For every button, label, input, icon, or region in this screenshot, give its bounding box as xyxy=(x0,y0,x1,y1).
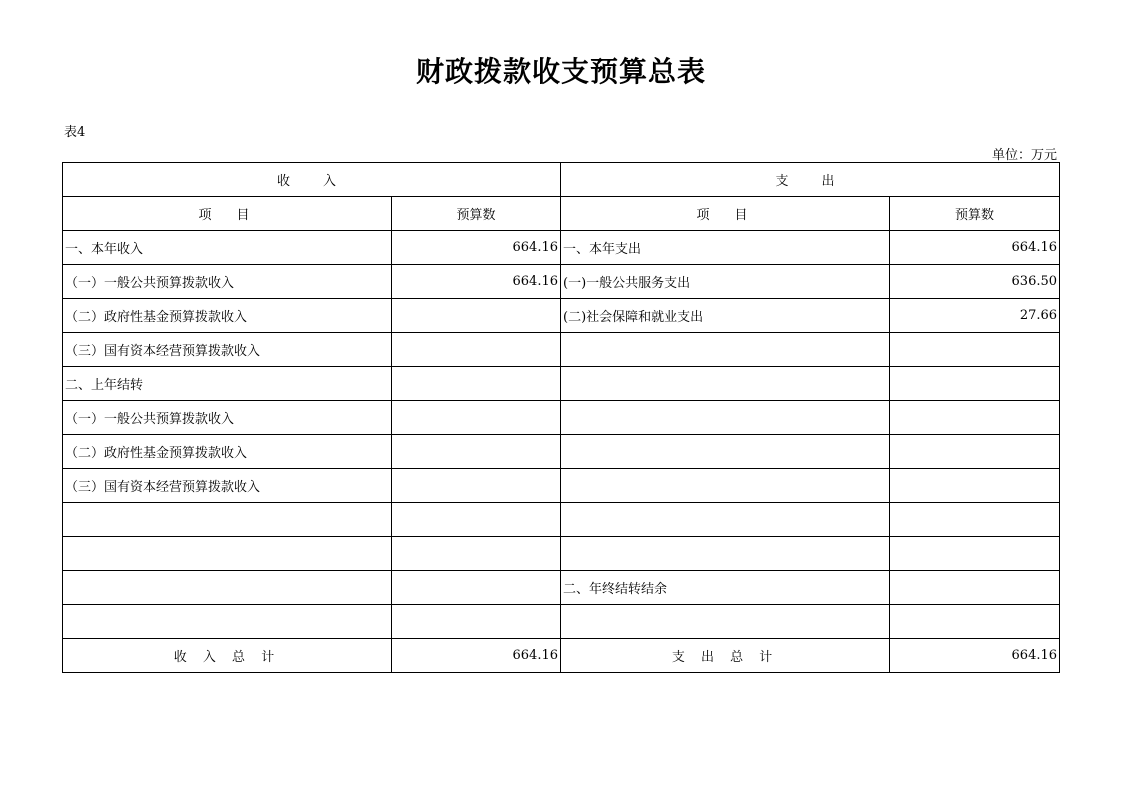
table-row xyxy=(63,367,1060,401)
expense-amount xyxy=(890,367,1060,401)
expense-item xyxy=(561,401,890,435)
expense-item xyxy=(561,435,890,469)
expense-amount xyxy=(890,537,1060,571)
budget-header-left: 预算数 xyxy=(392,197,561,231)
income-item xyxy=(63,537,392,571)
table-row xyxy=(63,299,1060,333)
expense-amount xyxy=(890,401,1060,435)
item-header-left: 项 目 xyxy=(63,197,392,231)
income-amount xyxy=(392,537,561,571)
income-total-amount: 664.16 xyxy=(392,639,561,673)
income-amount: 664.16 xyxy=(392,265,561,299)
income-amount xyxy=(392,401,561,435)
totals-row xyxy=(63,639,1060,673)
expense-item xyxy=(561,469,890,503)
budget-header-right: 预算数 xyxy=(890,197,1060,231)
expense-item: 一、本年支出 xyxy=(561,231,890,265)
expense-amount xyxy=(890,435,1060,469)
expense-amount: 664.16 xyxy=(890,231,1060,265)
income-item: （一）一般公共预算拨款收入 xyxy=(63,265,392,299)
table-row xyxy=(63,333,1060,367)
income-header: 收 入 xyxy=(63,163,561,197)
expense-amount: 27.66 xyxy=(890,299,1060,333)
income-item xyxy=(63,503,392,537)
expense-item xyxy=(561,333,890,367)
income-item: 二、上年结转 xyxy=(63,367,392,401)
income-item: （二）政府性基金预算拨款收入 xyxy=(63,435,392,469)
unit-label: 单位：万元 xyxy=(991,148,1057,163)
expense-item xyxy=(561,537,890,571)
income-item: （三）国有资本经营预算拨款收入 xyxy=(63,469,392,503)
expense-amount xyxy=(890,605,1060,639)
page-title: 财政拨款收支预算总表 xyxy=(415,55,706,88)
table-row xyxy=(63,605,1060,639)
income-amount xyxy=(392,469,561,503)
table-number: 表4 xyxy=(64,125,86,140)
table-row xyxy=(63,401,1060,435)
table-row xyxy=(63,265,1060,299)
table-row xyxy=(63,571,1060,605)
income-item: （三）国有资本经营预算拨款收入 xyxy=(63,333,392,367)
income-item xyxy=(63,571,392,605)
table-row xyxy=(63,537,1060,571)
income-amount: 664.16 xyxy=(392,231,561,265)
expense-total-amount: 664.16 xyxy=(890,639,1060,673)
section-header-row xyxy=(63,163,1060,197)
expense-item xyxy=(561,503,890,537)
expense-amount xyxy=(890,333,1060,367)
table-row xyxy=(63,469,1060,503)
budget-table xyxy=(62,162,1060,673)
income-amount xyxy=(392,605,561,639)
expense-item: (二)社会保障和就业支出 xyxy=(561,299,890,333)
income-total-label: 收 入 总 计 xyxy=(63,639,392,673)
column-header-row xyxy=(63,197,1060,231)
income-item xyxy=(63,605,392,639)
income-item: 一、本年收入 xyxy=(63,231,392,265)
table-row xyxy=(63,435,1060,469)
income-amount xyxy=(392,435,561,469)
table-row xyxy=(63,503,1060,537)
expense-item xyxy=(561,605,890,639)
expense-amount: 636.50 xyxy=(890,265,1060,299)
expense-amount xyxy=(890,503,1060,537)
expense-amount xyxy=(890,571,1060,605)
expense-item: (一)一般公共服务支出 xyxy=(561,265,890,299)
income-amount xyxy=(392,367,561,401)
expense-header: 支 出 xyxy=(561,163,1060,197)
expense-item: 二、年终结转结余 xyxy=(561,571,890,605)
income-amount xyxy=(392,503,561,537)
item-header-right: 项 目 xyxy=(561,197,890,231)
expense-item xyxy=(561,367,890,401)
income-amount xyxy=(392,299,561,333)
income-amount xyxy=(392,333,561,367)
income-item: （一）一般公共预算拨款收入 xyxy=(63,401,392,435)
expense-total-label: 支 出 总 计 xyxy=(561,639,890,673)
table-row xyxy=(63,231,1060,265)
income-amount xyxy=(392,571,561,605)
income-item: （二）政府性基金预算拨款收入 xyxy=(63,299,392,333)
expense-amount xyxy=(890,469,1060,503)
